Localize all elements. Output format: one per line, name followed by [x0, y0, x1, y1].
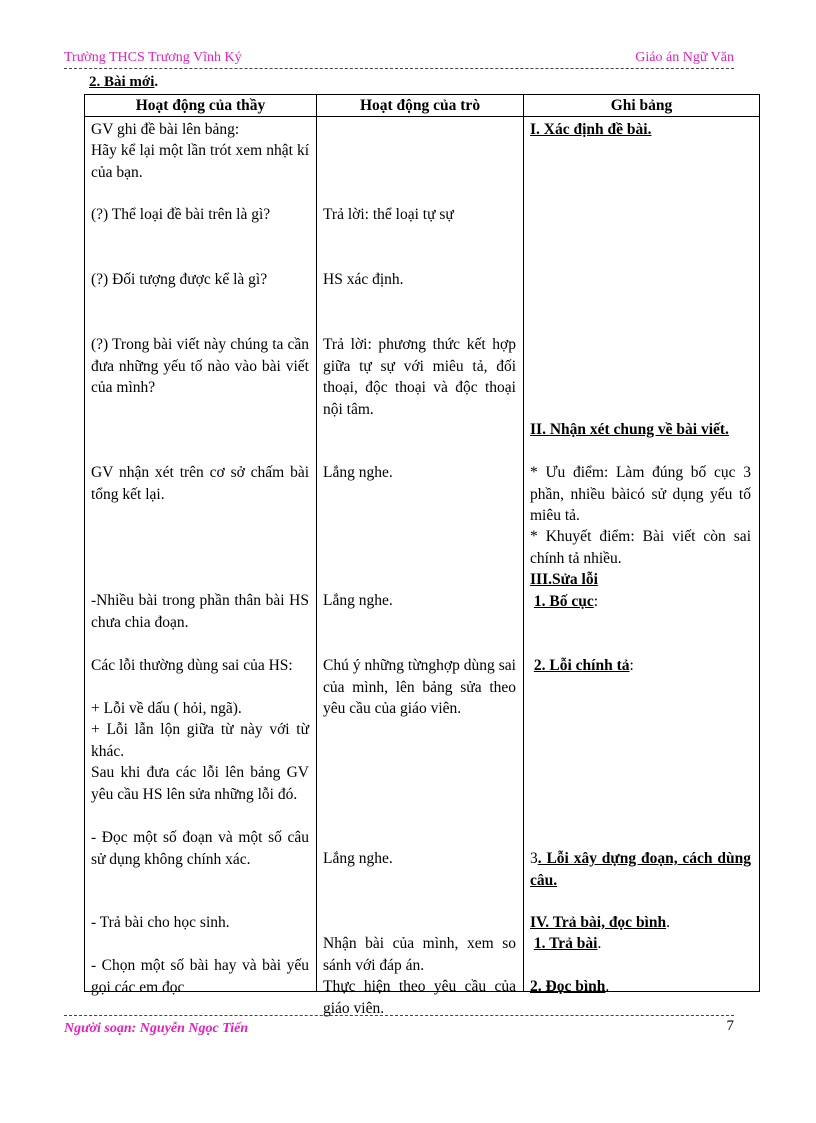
- student-item: Chú ý những từnghợp dùng sai của mình, lên bảng sửa theo yêu cầu của giáo viên.: [323, 657, 516, 717]
- teacher-item: + Lỗi lẫn lộn giữa từ này với từ khác.: [91, 721, 309, 760]
- header-student: Hoạt động của trò: [317, 95, 524, 117]
- board-section-4: IV. Trả bài, đọc bình: [530, 914, 667, 931]
- student-item: Lắng nghe.: [323, 464, 393, 481]
- teacher-item: - Trả bài cho học sinh.: [91, 914, 230, 931]
- student-item: Trả lời: thể loại tự sự: [323, 206, 454, 223]
- lesson-table: [84, 94, 760, 1017]
- teacher-item: - Chọn một số bài hay và bài yếu gọi các em đọc: [91, 957, 309, 996]
- board-column: I. Xác định đề bài. II. Nhận xét chung về bài viết. * Ưu điểm: Làm đúng bố cục 3 phần, nhiều bàicó sử dụng yếu tố miêu tả. * Khuyết điểm: Bài viết còn sai chính tả nhiều. III.Sửa lỗi 1. Bố cục: 2. Lỗi chính tả: 3. Lỗi xây dựng đoạn, cách dùng câu. IV. Trả bài, đọc bình. 1. Trả bài. 2. Đọc bình.: [524, 117, 760, 992]
- board-3-3: . Lỗi xây dựng đoạn, cách dùng câu.: [530, 850, 751, 889]
- board-advantages: * Ưu điểm: Làm đúng bố cục 3 phần, nhiều bàicó sử dụng yếu tố miêu tả.: [530, 464, 751, 524]
- page-footer: [64, 1015, 734, 1040]
- teacher-item: GV nhận xét trên cơ sở chấm bài tổng kết lại.: [91, 464, 309, 503]
- table-header-row: [85, 95, 760, 117]
- subject-name: Giáo án Ngữ Văn: [635, 50, 734, 65]
- teacher-item: -Nhiều bài trong phần thân bài HS chưa chia đoạn.: [91, 592, 309, 631]
- board-3-3-number: 3: [530, 850, 538, 867]
- author: Người soạn: Nguyễn Ngọc Tiến: [64, 1021, 249, 1036]
- page-number: 7: [726, 1018, 734, 1034]
- teacher-item: - Đọc một số đoạn và một số câu sử dụng không chính xác.: [91, 829, 309, 868]
- teacher-column: [85, 117, 317, 996]
- board-section-1: I. Xác định đề bài.: [530, 121, 652, 138]
- teacher-item: Các lỗi thường dùng sai của HS:: [91, 657, 293, 674]
- student-item: Lắng nghe.: [323, 592, 393, 609]
- table-body-row: [85, 117, 760, 992]
- teacher-item: Hãy kể lại một lần trót xem nhật kí của bạn.: [91, 142, 309, 181]
- section-number: 2.: [89, 74, 101, 90]
- student-item: Nhận bài của mình, xem so sánh với đáp án.: [323, 935, 516, 974]
- student-column: [317, 117, 524, 1017]
- board-4-1: 1. Trả bài: [533, 935, 598, 952]
- teacher-item: Sau khi đưa các lỗi lên bảng GV yêu cầu HS lên sửa những lỗi đó.: [91, 764, 309, 803]
- board-section-3: III.Sửa lỗi: [530, 571, 598, 588]
- board-section-2: II. Nhận xét chung về bài viết.: [530, 421, 729, 438]
- teacher-item: + Lỗi về dấu ( hỏi, ngã).: [91, 700, 242, 717]
- header-board: Ghi bảng: [524, 95, 760, 117]
- teacher-item: (?) Thể loại đề bài trên là gì?: [91, 206, 271, 223]
- section-heading: 2. Bài mới.: [89, 74, 159, 90]
- header-teacher: Hoạt động của thầy: [85, 95, 317, 117]
- board-4-2: 2. Đọc bình: [530, 978, 606, 995]
- student-item: Thực hiện theo yêu cầu của giáo viên.: [323, 978, 516, 1017]
- teacher-item: (?) Đối tượng được kể là gì?: [91, 271, 268, 288]
- school-name: Trường THCS Trương Vĩnh Ký: [64, 50, 242, 65]
- student-item: Trả lời: phương thức kết hợp giữa tự sự với miêu tả, đối thoại, độc thoại và độc thoại nội tâm.: [323, 336, 516, 418]
- board-3-2: 2. Lỗi chính tả: [533, 657, 630, 674]
- page-header: [64, 50, 734, 69]
- teacher-item: GV ghi đề bài lên bảng:: [91, 121, 240, 138]
- teacher-item: (?) Trong bài viết này chúng ta cần đưa những yếu tố nào vào bài viết của mình?: [91, 336, 309, 396]
- board-disadvantages: * Khuyết điểm: Bài viết còn sai chính tả nhiều.: [530, 528, 751, 567]
- section-title: Bài mới: [104, 74, 155, 90]
- board-3-1: 1. Bố cục: [533, 593, 594, 610]
- student-item: HS xác định.: [323, 271, 404, 288]
- student-item: Lắng nghe.: [323, 850, 393, 867]
